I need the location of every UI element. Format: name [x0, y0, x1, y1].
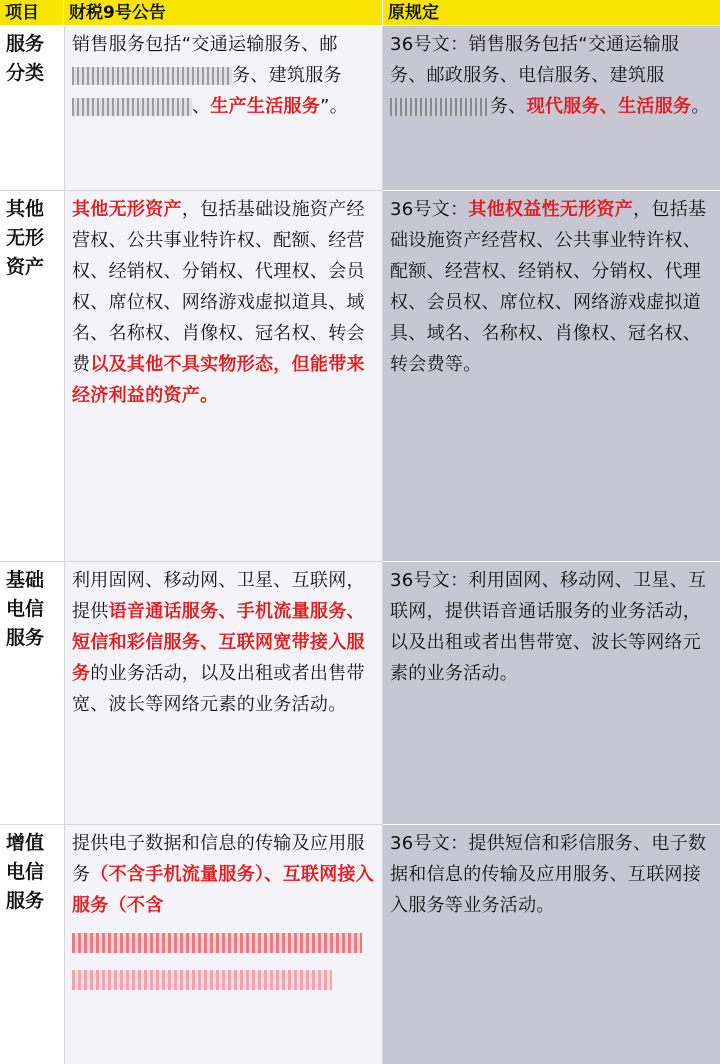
cell-text: 36号文：	[390, 199, 469, 220]
old-rule-cell	[383, 191, 720, 562]
redacted-block	[390, 98, 490, 116]
old-rule-cell	[383, 26, 720, 191]
redacted-block	[72, 67, 232, 85]
row-label-line: 分类	[6, 62, 45, 84]
new-rule-cell	[64, 26, 383, 191]
highlight-text: 其他无形资产	[72, 199, 182, 220]
cell-text: 36号文：销售服务包括“交通运输服务、邮政服务、电信服务、建筑服	[390, 34, 680, 86]
cell-text: 的业务活动，以及出租或者出售带宽、波长等网络元素的业务活动。	[72, 663, 365, 715]
highlight-text: 以及其他不具实物形态，但能带来经济利益的资产。	[72, 354, 365, 406]
row-label-line: 其他	[6, 198, 45, 220]
cell-text: 。	[691, 96, 710, 117]
cell-text: 务、建筑服务	[232, 65, 342, 86]
new-rule-cell	[64, 191, 383, 562]
row-label	[0, 191, 64, 562]
row-label-line: 电信	[6, 861, 45, 883]
row-label-line: 服务	[6, 33, 45, 55]
header-old-rule: 原规定	[383, 0, 720, 26]
header-new-rule: 财税9号公告	[64, 0, 383, 26]
redacted-block	[72, 98, 192, 116]
cell-text: 、	[192, 96, 211, 117]
row-label-line: 服务	[6, 890, 45, 912]
cell-text: ”。	[320, 96, 349, 117]
highlight-text: 语音通话服务、手机流量服务、短信和彩信服务、互联网宽带接入服务	[72, 601, 365, 684]
header-item: 项目	[0, 0, 64, 26]
highlight-text: 生产生活服务	[210, 96, 321, 117]
highlight-text: （不含手机流量服务）、互联网接入服务（不含	[72, 864, 375, 916]
redacted-block	[72, 964, 376, 995]
row-label	[0, 26, 64, 191]
new-rule-cell	[64, 562, 383, 825]
cell-text: 36号文：提供短信和彩信服务、电子数据和信息的传输及应用服务、互联网接入服务等业务活动。	[390, 833, 707, 916]
row-label-line: 电信	[6, 598, 45, 620]
cell-text: 利用固网、移动网、卫星、互联网，提供	[72, 570, 365, 622]
old-rule-cell	[383, 562, 720, 825]
old-rule-cell	[383, 825, 720, 1064]
row-label-line: 资产	[6, 256, 45, 278]
row-label-line: 服务	[6, 627, 45, 649]
new-rule-cell	[64, 825, 383, 1064]
cell-text: 提供电子数据和信息的传输及应用服务	[72, 833, 365, 885]
cell-text: 36号文：利用固网、移动网、卫星、互联网，提供语音通话服务的业务活动，以及出租或者出售带宽、波长等网络元素的业务活动。	[390, 570, 707, 684]
row-label-line: 增值	[6, 832, 45, 854]
redacted-block	[72, 927, 376, 958]
row-label-line: 无形	[6, 227, 45, 249]
cell-text: ，包括基础设施资产经营权、公共事业特许权、配额、经营权、经销权、分销权、代理权、会员权、席位权、网络游戏虚拟道具、域名、名称权、肖像权、冠名权、转会费等。	[390, 199, 707, 375]
row-label	[0, 825, 64, 1064]
highlight-text: 现代服务、生活服务	[526, 96, 692, 117]
highlight-text: 其他权益性无形资产	[468, 199, 634, 220]
cell-text: 邮	[319, 34, 338, 55]
cell-text: 销售服务包括“交通运输服务、	[72, 34, 320, 55]
cell-text: 务、	[490, 96, 527, 117]
cell-text: ，包括基础设施资产经营权、公共事业特许权、配额、经营权、经销权、分销权、代理权、会员权、席位权、网络游戏虚拟道具、域名、名称权、肖像权、冠名权、转会费	[72, 199, 365, 375]
row-label-line: 基础	[6, 569, 45, 591]
row-label	[0, 562, 64, 825]
